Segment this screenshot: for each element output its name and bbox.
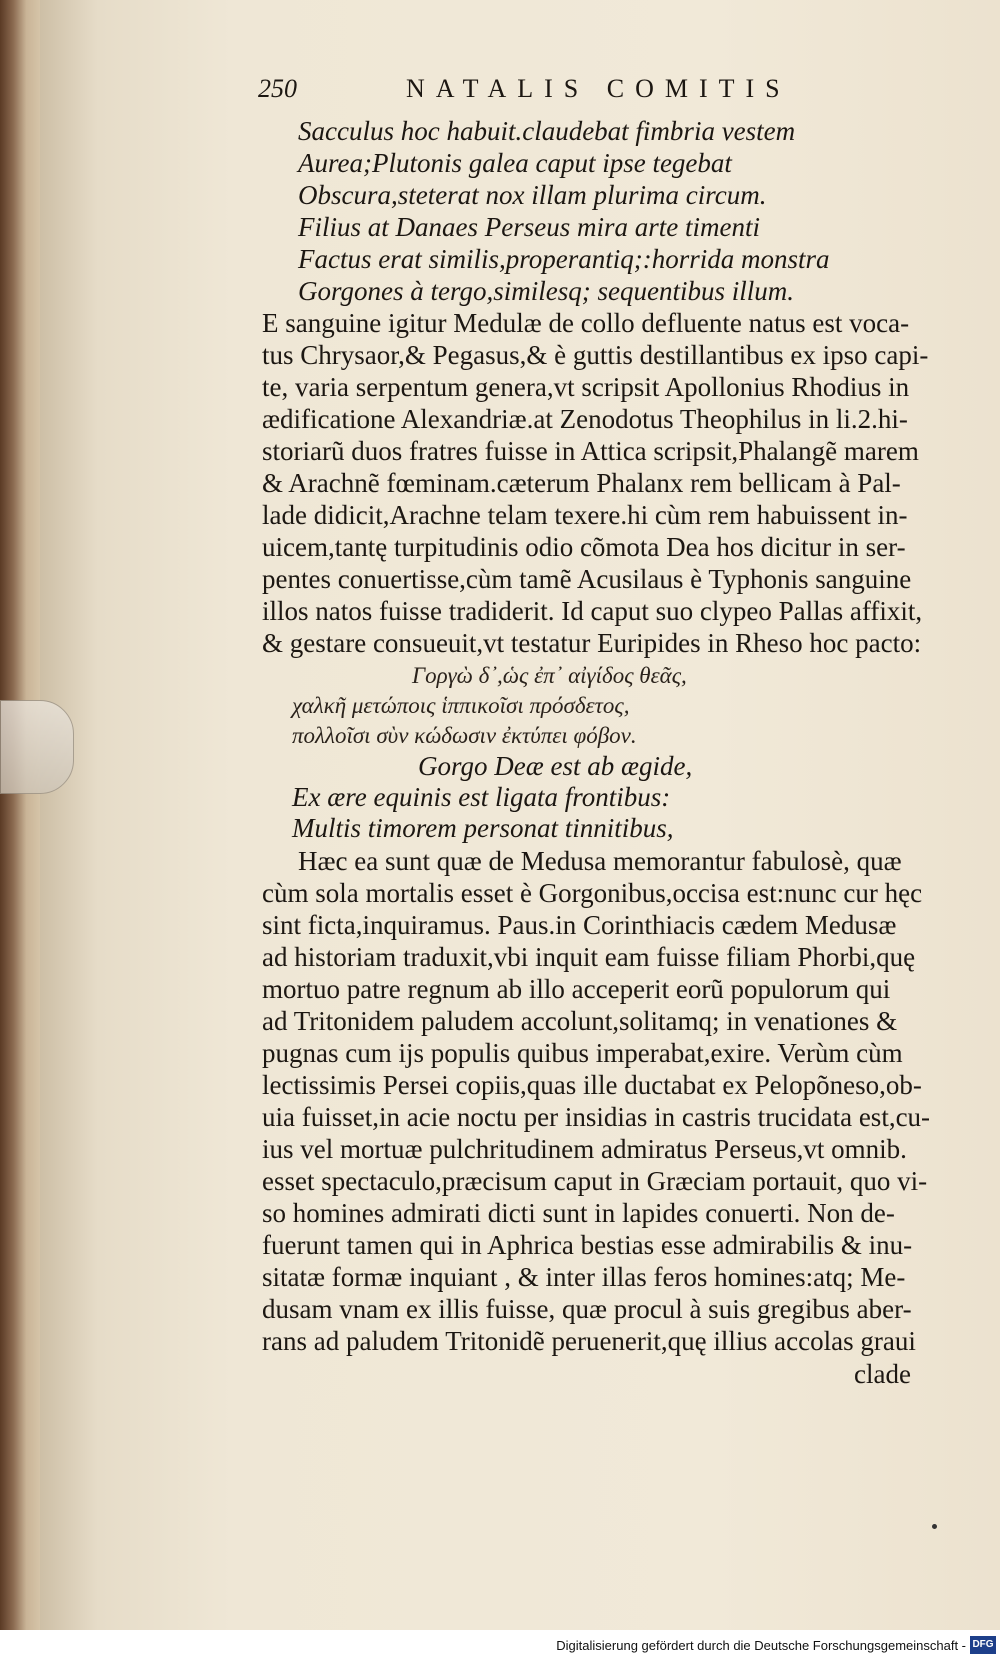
prose-line: ad Tritonidem paludem accolunt,solitamq; in venationes & <box>262 1006 898 1036</box>
prose-line: dusam vnam ex illis fuisse, quæ procul à suis gregibus aber- <box>262 1294 912 1324</box>
prose-line: rans ad paludem Tritonidẽ peruenerit,quę illius accolas graui <box>262 1326 916 1356</box>
prose-line: illos natos fuisse tradiderit. Id caput suo clypeo Pallas affixit, <box>262 596 923 626</box>
folio-number: 250 <box>258 74 297 103</box>
prose-line: lade didicit,Arachne telam texere.hi cùm rem habuissent in- <box>262 500 908 530</box>
greek-line: Γοργὼ δ᾽,ὡς ἐπ᾽ αἰγίδος θεᾶς, <box>412 663 687 688</box>
catchword: clade <box>854 1359 911 1389</box>
prose-line: & Arachnẽ fœminam.cæterum Phalanx rem bellicam à Pal- <box>262 468 901 498</box>
prose-line: sint ficta,inquiramus. Paus.in Corinthiacis cædem Medusæ <box>262 910 897 940</box>
prose-line: storiarũ duos fratres fuisse in Attica scripsit,Phalangẽ marem <box>262 436 919 466</box>
book-edge <box>0 0 44 1630</box>
prose-line: tus Chrysaor,& Pegasus,& è guttis destillantibus ex ipso capi- <box>262 340 929 370</box>
ink-speck <box>932 1524 937 1529</box>
prose-line: lectissimis Persei copiis,quas ille ductabat ex Pelopõneso,ob- <box>262 1070 922 1100</box>
prose-line: ad historiam traduxit,vbi inquit eam fuisse filiam Phorbi,quę <box>262 942 916 972</box>
greek-line: πολλοῖσι σὺν κώδωσιν ἐκτύπει φόβον. <box>292 723 637 748</box>
prose-line: esset spectaculo,præcisum caput in Græciam portauit, quo vi- <box>262 1166 928 1196</box>
prose-line: & gestare consueuit,vt testatur Euripides in Rheso hoc pacto: <box>262 628 922 658</box>
prose-line: mortuo patre regnum ab illo acceperit eorũ populorum qui <box>262 974 891 1004</box>
prose-line: so homines admirati dicti sunt in lapides conuerti. Non de- <box>262 1198 895 1228</box>
prose-line: E sanguine igitur Medulæ de collo defluente natus est voca- <box>262 308 910 338</box>
verse-line: Aurea;Plutonis galea caput ipse tegebat <box>298 148 732 178</box>
verse-line: Obscura,steterat nox illam plurima circum. <box>298 180 767 210</box>
prose-line: pugnas cum ijs populis quibus imperabat,exire. Verùm cùm <box>262 1038 903 1068</box>
page-header <box>258 74 858 114</box>
prose-line: sitatæ formæ inquiant , & inter illas feros homines:atq; Me- <box>262 1262 906 1292</box>
verse-line: Ex ære equinis est ligata frontibus: <box>292 782 671 812</box>
digitization-footer <box>0 1630 1000 1661</box>
prose-line: pentes conuertisse,cùm tamẽ Acusilaus è Typhonis sanguine <box>262 564 912 594</box>
page-clip <box>0 700 74 794</box>
verse-line: Filius at Danaes Perseus mira arte timenti <box>298 212 760 242</box>
verse-line: Gorgo Deæ est ab ægide, <box>418 751 693 781</box>
greek-line: χαλκῆ μετώποις ἱππικοῖσι πρόσδετος, <box>292 693 630 718</box>
prose-line: cùm sola mortalis esset è Gorgonibus,occisa est:nunc cur hęc <box>262 878 923 908</box>
dfg-logo: DFG <box>970 1636 996 1654</box>
footer-credit: Digitalisierung gefördert durch die Deutsche Forschungsgemeinschaft - <box>556 1638 966 1653</box>
prose-line: te, varia serpentum genera,vt scripsit Apollonius Rhodius in <box>262 372 910 402</box>
verse-line: Sacculus hoc habuit.claudebat fimbria vestem <box>298 116 796 146</box>
verse-line: Gorgones à tergo,similesq; sequentibus illum. <box>298 276 794 306</box>
prose-line: uia fuisset,in acie noctu per insidias in castris trucidata est,cu- <box>262 1102 931 1132</box>
verse-line: Factus erat similis,properantiq;:horrida monstra <box>298 244 830 274</box>
prose-line: Hæc ea sunt quæ de Medusa memorantur fabulosè, quæ <box>298 846 902 876</box>
verse-line: Multis timorem personat tinnitibus, <box>292 813 674 843</box>
prose-line: uicem,tantę turpitudinis odio cõmota Dea hos dicitur in ser- <box>262 532 906 562</box>
prose-line: fuerunt tamen qui in Aphrica bestias esse admirabilis & inu- <box>262 1230 913 1260</box>
prose-line: ius vel mortuæ pulchritudinem admiratus Perseus,vt omnib. <box>262 1134 907 1164</box>
running-head: NATALIS COMITIS <box>406 74 791 103</box>
prose-line: ædificatione Alexandriæ.at Zenodotus Theophilus in li.2.hi- <box>262 404 908 434</box>
